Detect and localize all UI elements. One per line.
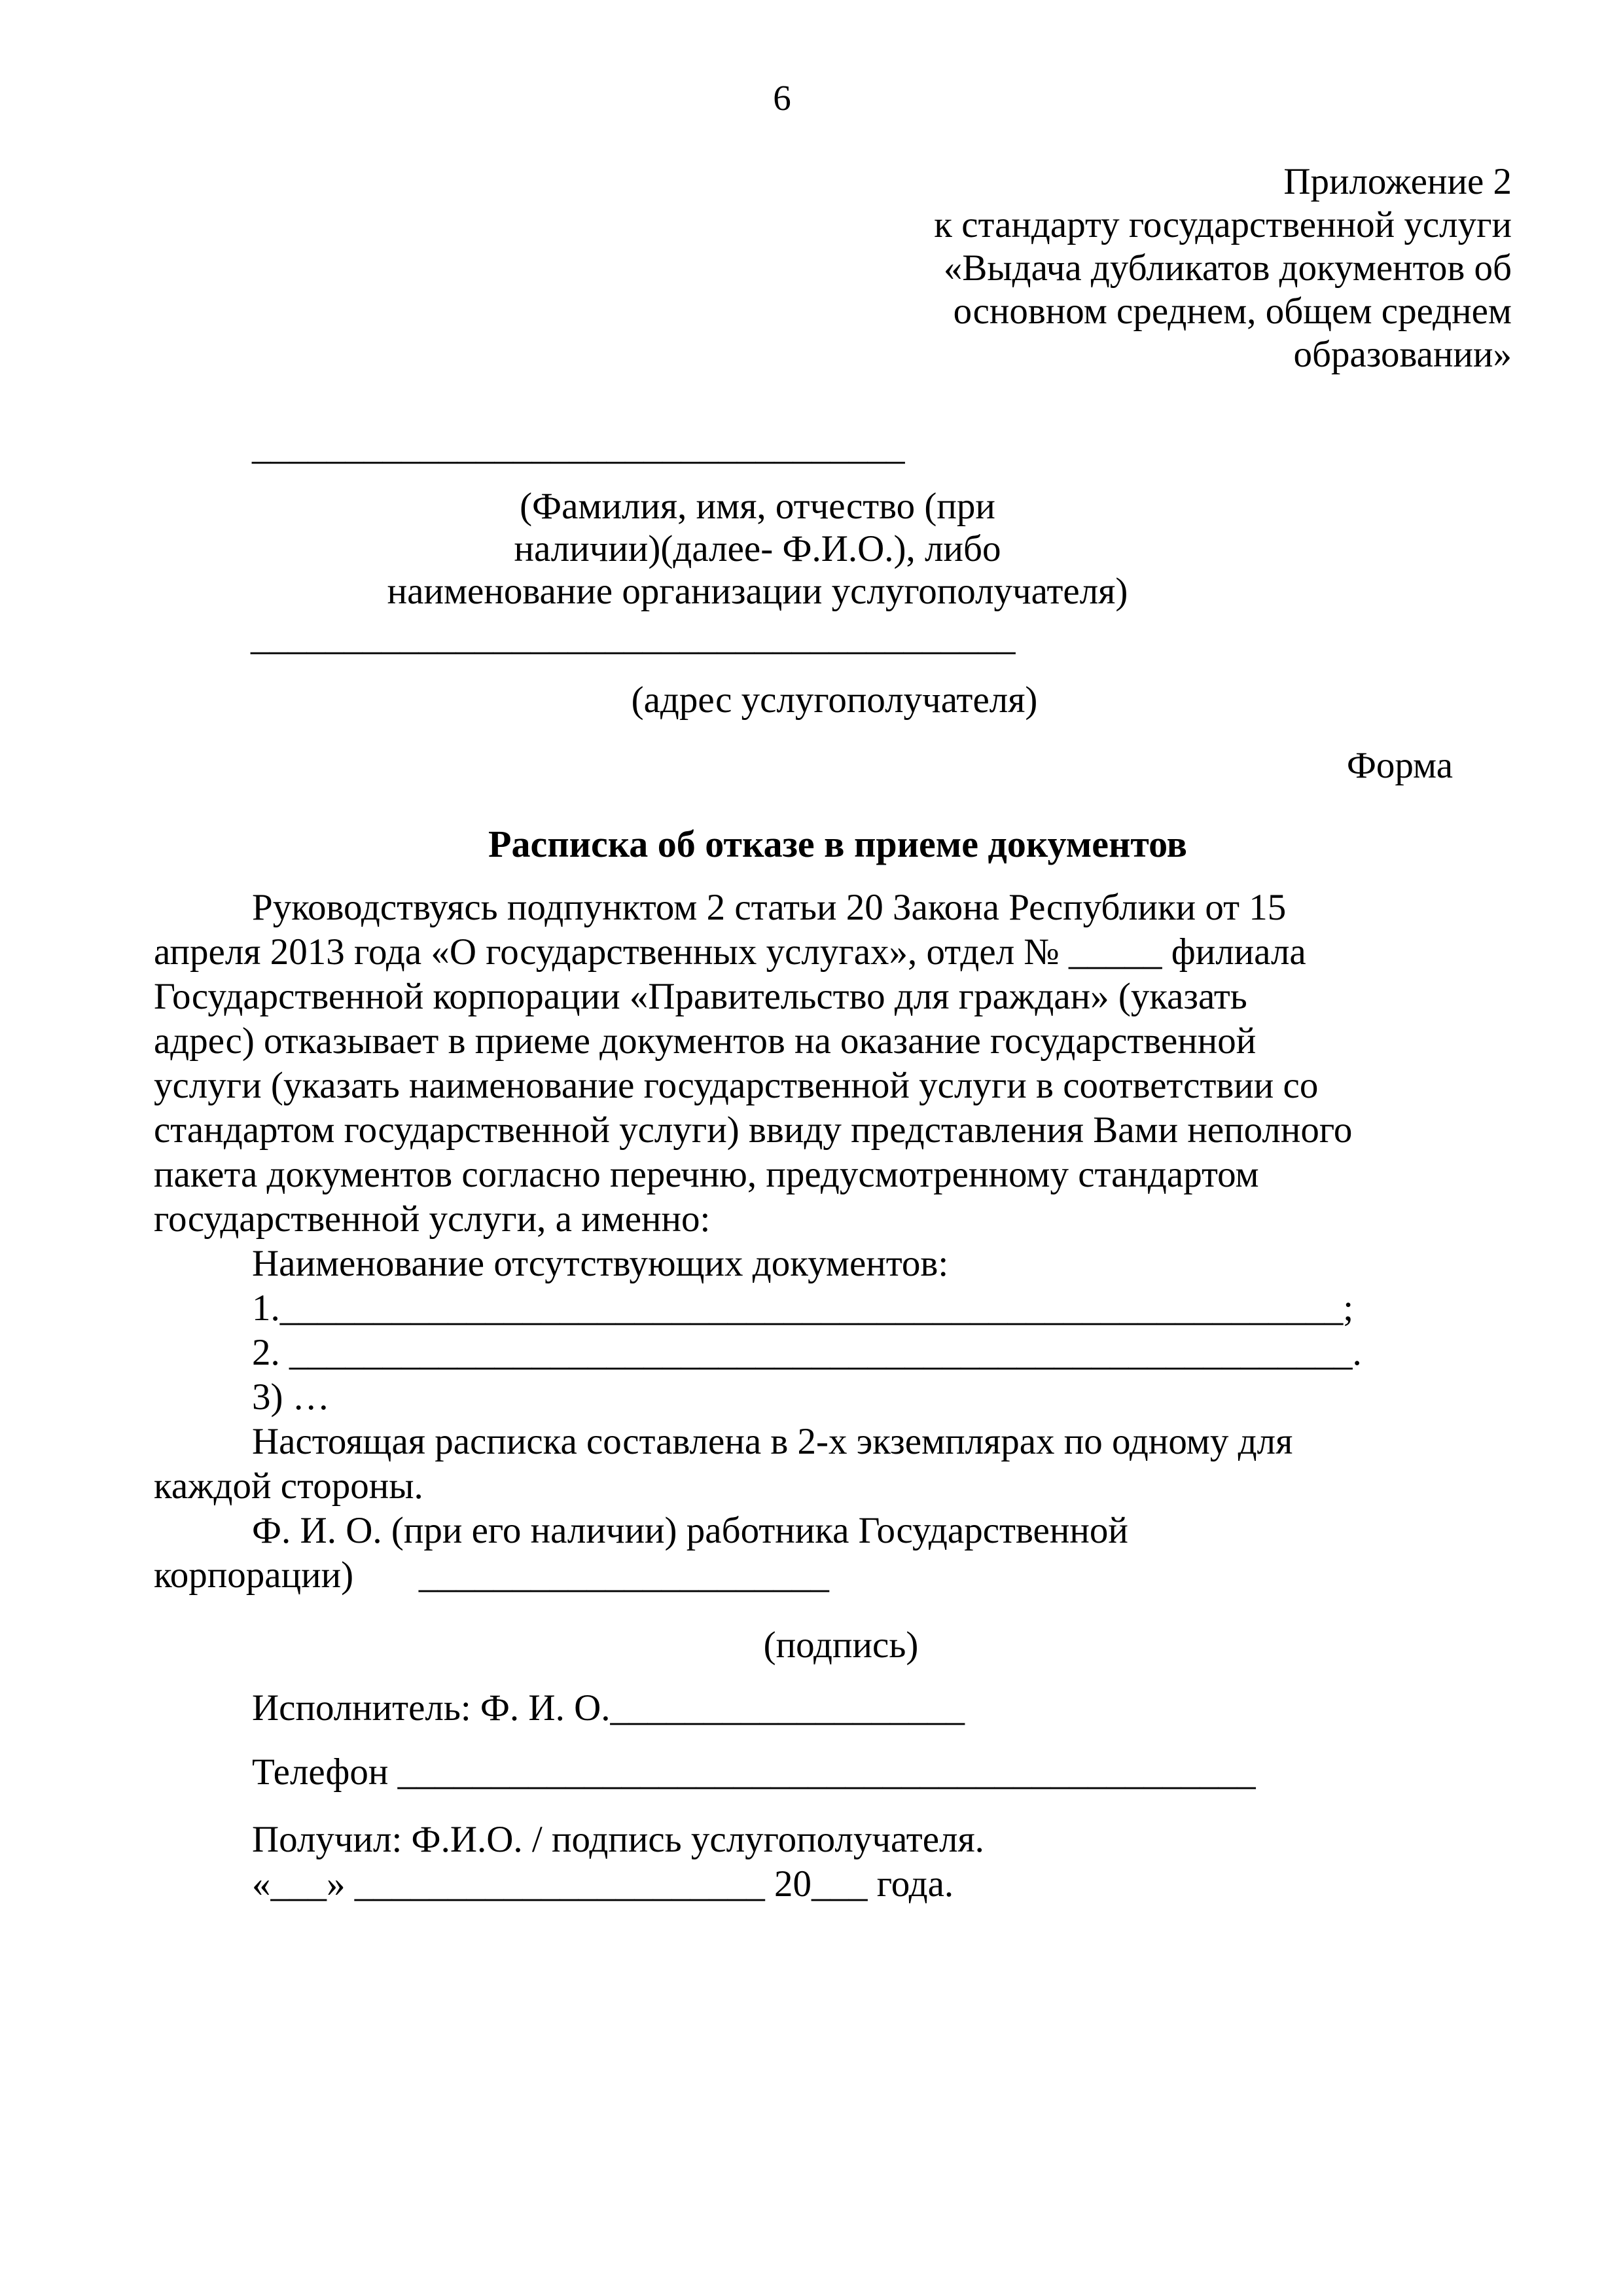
paragraph-legal-basis bbox=[154, 886, 1410, 975]
paragraph-refusal bbox=[154, 975, 1410, 1242]
appendix-line: «Выдача дубликатов документов об bbox=[943, 247, 1512, 289]
missing-doc-item-3: 3) … bbox=[252, 1376, 330, 1418]
phone-line: Телефон ______________________________________________ bbox=[252, 1751, 1256, 1793]
employee-signature-blank-line: корпорации) ______________________ bbox=[154, 1554, 829, 1596]
body-line: Руководствуясь подпунктом 2 статьи 20 Закона Республики от 15 bbox=[252, 887, 1287, 928]
recipient-address-caption: (адрес услугополучателя) bbox=[631, 679, 1038, 721]
caption-line: (Фамилия, имя, отчество (при bbox=[520, 486, 995, 527]
signature-caption: (подпись) bbox=[763, 1624, 919, 1666]
appendix-line: основном среднем, общем среднем bbox=[953, 291, 1512, 332]
body-line: адрес) отказывает в приеме документов на оказание государственной bbox=[154, 1020, 1257, 1062]
body-line: услуги (указать наименование государственной услуги в соответствии со bbox=[154, 1065, 1319, 1106]
appendix-line: образовании» bbox=[1293, 334, 1512, 375]
missing-docs-heading: Наименование отсутствующих документов: bbox=[252, 1243, 949, 1284]
appendix-line: к стандарту государственной услуги bbox=[934, 204, 1512, 245]
document-title: Расписка об отказе в приеме документов bbox=[488, 823, 1187, 865]
recipient-address-blank-line: _________________________________________ bbox=[251, 617, 1016, 658]
recipient-name-caption bbox=[252, 485, 1263, 613]
recipient-name-blank-line: ___________________________________ bbox=[252, 426, 905, 467]
body-line: апреля 2013 года «О государственных услугах», отдел № _____ филиала bbox=[154, 931, 1306, 973]
caption-line: наименование организации услугополучателя) bbox=[387, 571, 1128, 612]
appendix-block bbox=[890, 160, 1512, 376]
appendix-line: Приложение 2 bbox=[1283, 161, 1512, 202]
body-line: государственной услуги, а именно: bbox=[154, 1198, 711, 1240]
received-line: Получил: Ф.И.О. / подпись услугополучателя. bbox=[252, 1819, 984, 1860]
missing-doc-item-2: 2. _________________________________________________________. bbox=[252, 1332, 1362, 1373]
closing-paragraph bbox=[154, 1420, 1410, 1509]
caption-line: наличии)(далее- Ф.И.О.), либо bbox=[514, 528, 1001, 569]
missing-doc-item-1: 1._________________________________________________________; bbox=[252, 1287, 1354, 1329]
page-number: 6 bbox=[773, 78, 791, 118]
closing-line: Настоящая расписка составлена в 2-х экземплярах по одному для bbox=[252, 1421, 1293, 1462]
executor-line: Исполнитель: Ф. И. О.___________________ bbox=[252, 1687, 965, 1729]
form-type-label: Форма bbox=[1346, 745, 1453, 786]
closing-line: каждой стороны. bbox=[154, 1465, 423, 1507]
body-line: Государственной корпорации «Правительство для граждан» (указать bbox=[154, 976, 1247, 1017]
body-line: стандартом государственной услуги) ввиду представления Вами неполного bbox=[154, 1109, 1353, 1151]
employee-fio-line: Ф. И. О. (при его наличии) работника Государственной bbox=[252, 1510, 1128, 1551]
date-line: «___» ______________________ 20___ года. bbox=[252, 1863, 954, 1905]
body-line: пакета документов согласно перечню, предусмотренному стандартом bbox=[154, 1154, 1259, 1195]
